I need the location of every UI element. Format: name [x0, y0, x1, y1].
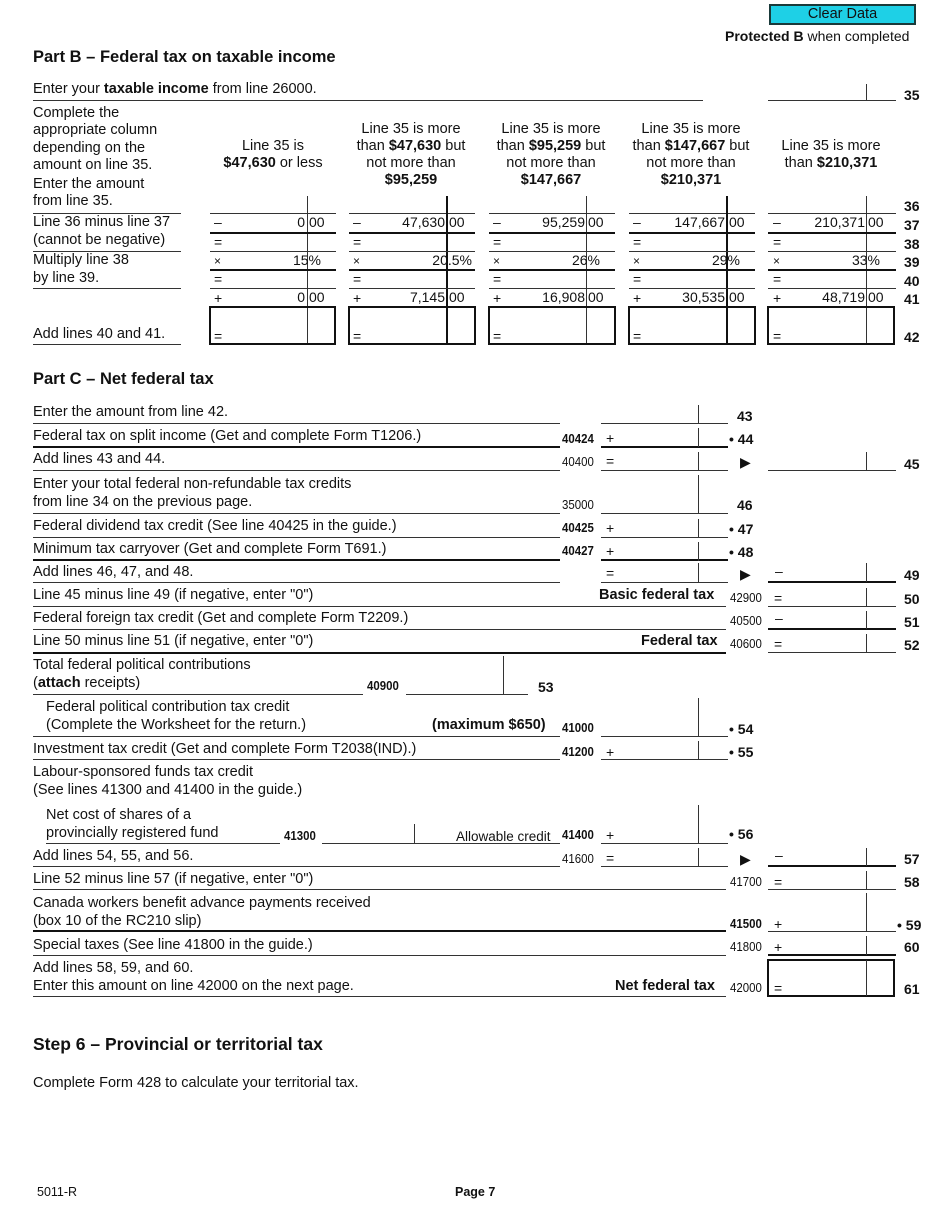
- equals-symbol: =: [493, 271, 502, 287]
- minus-symbol: –: [353, 214, 361, 230]
- col-header-line: $147,667: [520, 172, 582, 188]
- line51-minus: –: [775, 610, 783, 626]
- line-number-41: 41: [904, 291, 920, 307]
- line56-code: 41400: [562, 827, 594, 842]
- line51-input[interactable]: [788, 610, 864, 628]
- line-number-51: 51: [904, 614, 920, 630]
- line37-cents: 00: [729, 214, 745, 230]
- line-number-37: 37: [904, 217, 920, 233]
- line49-minus: –: [775, 563, 783, 579]
- line57-minus: –: [775, 847, 783, 863]
- line61-box[interactable]: [767, 959, 895, 997]
- protected-b-rest: when completed: [807, 28, 910, 44]
- line-number-35: 35: [904, 87, 920, 103]
- line49-input[interactable]: [788, 563, 864, 581]
- line-number-38: 38: [904, 236, 920, 252]
- line41-dollars: 30,535: [682, 289, 725, 305]
- allowable-credit-label: Allowable credit: [456, 829, 551, 844]
- line59-label-b: (box 10 of the RC210 slip): [33, 913, 202, 929]
- line40-input-col3[interactable]: [505, 270, 583, 288]
- line-number-42: 42: [904, 329, 920, 345]
- col1-header: [210, 138, 336, 172]
- line45-code: 40400: [562, 454, 594, 469]
- step6-text: Complete Form 428 to calculate your territorial tax.: [33, 1075, 359, 1091]
- line55-input[interactable]: [620, 741, 696, 759]
- line37-cents: 00: [449, 214, 465, 230]
- line38-input-col2[interactable]: [365, 233, 443, 251]
- line44-label: Federal tax on split income (Get and complete Form T1206.): [33, 428, 422, 444]
- equals-symbol: =: [773, 328, 782, 344]
- line57-equals: =: [606, 850, 615, 866]
- part-c-title: Part C – Net federal tax: [33, 370, 214, 388]
- equals-symbol: =: [633, 328, 642, 344]
- line-number-55: • 55: [729, 744, 754, 760]
- line40-input-col2[interactable]: [365, 270, 443, 288]
- line35-input[interactable]: [770, 82, 864, 100]
- line40-input-col4[interactable]: [645, 270, 723, 288]
- col3-header: [488, 121, 614, 189]
- line48-label: Minimum tax carryover (Get and complete Form T691.): [33, 541, 387, 557]
- line37-dollars: 147,667: [674, 214, 725, 230]
- plus-symbol: +: [214, 290, 223, 306]
- line61-label-a: Add lines 58, 59, and 60.: [33, 960, 194, 976]
- line35-pre: Enter your: [33, 81, 104, 97]
- times-symbol: ×: [633, 254, 641, 268]
- line52-label: Line 50 minus line 51 (if negative, enter "0"): [33, 633, 314, 649]
- line38-input-col4[interactable]: [645, 233, 723, 251]
- step6-title: Step 6 – Provincial or territorial tax: [33, 1034, 323, 1054]
- times-symbol: ×: [353, 254, 361, 268]
- line47-input[interactable]: [620, 519, 696, 537]
- line-number-61: 61: [904, 981, 920, 997]
- line37-dollars: 47,630: [402, 214, 445, 230]
- equals-symbol: =: [353, 271, 362, 287]
- line56-label-b: provincially registered fund: [46, 825, 219, 841]
- line55-code: 41200: [562, 744, 594, 759]
- minus-symbol: –: [633, 214, 641, 230]
- line-number-54: • 54: [729, 721, 754, 737]
- col-header-line: not more than: [646, 155, 736, 171]
- line37-dollars: 95,259: [542, 214, 585, 230]
- page-number: Page 7: [455, 1185, 496, 1199]
- clear-data-button[interactable]: Clear Data: [769, 4, 916, 25]
- form-id: 5011-R: [37, 1185, 78, 1199]
- col-header-line: than $95,259 but: [496, 138, 606, 154]
- line37-cents: 00: [868, 214, 884, 230]
- line42-box-col1[interactable]: [209, 306, 336, 345]
- instruction-line: Enter the amount: [33, 176, 145, 193]
- col-header-line: Line 35 is more: [781, 138, 881, 154]
- col-header-line: Line 35 is more: [641, 121, 741, 137]
- col-header-line: not more than: [506, 155, 596, 171]
- line60-input[interactable]: [788, 936, 864, 954]
- line-number-36: 36: [904, 198, 920, 214]
- line38-input-col3[interactable]: [505, 233, 583, 251]
- line-number-60: 60: [904, 939, 920, 955]
- row-label-39a: Multiply line 38: [33, 252, 129, 268]
- equals-symbol: =: [353, 234, 362, 250]
- net-federal-tax-label: Net federal tax: [615, 978, 715, 994]
- equals-symbol: =: [633, 271, 642, 287]
- line57-label: Add lines 54, 55, and 56.: [33, 848, 194, 864]
- line45-equals: =: [606, 453, 615, 469]
- line35-bold: taxable income: [103, 81, 209, 97]
- line53-code: 40900: [367, 678, 399, 693]
- line-number-50: 50: [904, 591, 920, 607]
- line-number-59: • 59: [897, 917, 922, 933]
- line48-input[interactable]: [620, 542, 696, 560]
- line59-code: 41500: [730, 916, 762, 931]
- protected-b-label: [725, 28, 909, 45]
- line39-rate: 33%: [851, 252, 880, 268]
- equals-symbol: =: [493, 234, 502, 250]
- line46-input[interactable]: [605, 495, 696, 513]
- line61-equals: =: [774, 980, 783, 996]
- line-number-53: 53: [538, 679, 554, 695]
- line59-input[interactable]: [788, 912, 864, 930]
- line41-cents: 00: [729, 289, 745, 305]
- minus-symbol: –: [773, 214, 781, 230]
- row-label-39b: by line 39.: [33, 270, 100, 286]
- line41-dollars: 7,145: [409, 289, 445, 305]
- line55-label: Investment tax credit (Get and complete Form T2038(IND).): [33, 741, 417, 757]
- minus-symbol: –: [214, 214, 222, 230]
- line47-code: 40425: [562, 520, 594, 535]
- line38-input-col1[interactable]: [226, 233, 304, 251]
- line61-code: 42000: [730, 980, 762, 995]
- line57-code: 41600: [562, 851, 594, 866]
- line42-box-col2[interactable]: [348, 306, 476, 345]
- line50-input[interactable]: [788, 588, 864, 606]
- col-header-line: than $210,371: [784, 155, 878, 171]
- col2-header: [348, 121, 474, 189]
- col-header-line: $47,630 or less: [223, 155, 323, 171]
- line-number-52: 52: [904, 637, 920, 653]
- arrow-right-icon: ▶: [740, 851, 751, 867]
- line54-input[interactable]: [605, 717, 696, 735]
- line59-label-a: Canada workers benefit advance payments received: [33, 895, 371, 911]
- line41-cents: 00: [309, 289, 325, 305]
- line49-label: Add lines 46, 47, and 48.: [33, 564, 194, 580]
- instruction-line: from line 35.: [33, 193, 113, 210]
- line45-input[interactable]: [770, 452, 864, 470]
- line49-left-input[interactable]: [620, 564, 696, 582]
- line38-input-col5[interactable]: [785, 233, 863, 251]
- line45-label: Add lines 43 and 44.: [33, 451, 166, 467]
- minus-symbol: –: [493, 214, 501, 230]
- col-header-line: Line 35 is: [241, 138, 305, 154]
- line53-label-a: Total federal political contributions: [33, 657, 251, 673]
- line41-dollars: 48,719: [822, 289, 865, 305]
- line46-label-b: from line 34 on the previous page.: [33, 494, 253, 510]
- line56-plus: +: [606, 827, 615, 843]
- plus-symbol: +: [353, 290, 362, 306]
- row-label-42: Add lines 40 and 41.: [33, 326, 166, 342]
- line52-code: 40600: [730, 636, 762, 651]
- line58-equals: =: [774, 874, 783, 890]
- arrow-right-icon: ▶: [740, 454, 751, 470]
- times-symbol: ×: [773, 254, 781, 268]
- times-symbol: ×: [493, 254, 501, 268]
- line39-rate: 26%: [571, 252, 600, 268]
- line41-dollars: 16,908: [542, 289, 585, 305]
- line41-cents: 00: [588, 289, 604, 305]
- line53-input[interactable]: [410, 675, 500, 693]
- line-number-43: 43: [737, 408, 753, 424]
- equals-symbol: =: [214, 234, 223, 250]
- labour-sponsored-label-a: Labour-sponsored funds tax credit: [33, 764, 254, 780]
- line-number-56: • 56: [729, 826, 754, 842]
- line42-box-col5[interactable]: [767, 306, 895, 345]
- line60-plus: +: [774, 939, 783, 955]
- plus-symbol: +: [493, 290, 502, 306]
- line47-plus: +: [606, 520, 615, 536]
- line61-label-b: Enter this amount on line 42000 on the next page.: [33, 978, 354, 994]
- line44-code: 40424: [562, 431, 594, 446]
- line48-plus: +: [606, 543, 615, 559]
- line-number-58: 58: [904, 874, 920, 890]
- line50-code: 42900: [730, 590, 762, 605]
- equals-symbol: =: [633, 234, 642, 250]
- line39-rate: 29%: [711, 252, 740, 268]
- line41-cents: 00: [449, 289, 465, 305]
- line56-label-a: Net cost of shares of a: [46, 807, 192, 823]
- equals-symbol: =: [214, 328, 223, 344]
- col-header-line: than $147,667 but: [632, 138, 750, 154]
- line51-code: 40500: [730, 613, 762, 628]
- line59-plus: +: [774, 916, 783, 932]
- paren-open: (: [33, 675, 38, 691]
- line54-label-a: Federal political contribution tax credit: [46, 699, 290, 715]
- times-symbol: ×: [214, 254, 222, 268]
- line-number-44: • 44: [729, 431, 754, 447]
- line-number-40: 40: [904, 273, 920, 289]
- protected-b-bold: Protected B: [725, 28, 804, 44]
- line37-cents: 00: [309, 214, 325, 230]
- line-number-45: 45: [904, 456, 920, 472]
- line55-plus: +: [606, 744, 615, 760]
- maximum-650-label: (maximum $650): [432, 717, 546, 733]
- col-header-line: $210,371: [660, 172, 722, 188]
- part-b-instructions: [33, 105, 157, 211]
- line-number-48: • 48: [729, 544, 754, 560]
- col-header-line: than $47,630 but: [356, 138, 466, 154]
- equals-symbol: =: [353, 328, 362, 344]
- line37-dollars: 210,371: [814, 214, 865, 230]
- line58-code: 41700: [730, 874, 762, 889]
- arrow-right-icon: ▶: [740, 566, 751, 582]
- line45-left-input[interactable]: [620, 452, 696, 470]
- line46-label-a: Enter your total federal non-refundable tax credits: [33, 476, 352, 492]
- line51-label: Federal foreign tax credit (Get and complete Form T2209.): [33, 610, 409, 626]
- line35-label: [33, 81, 317, 98]
- line-number-49: 49: [904, 567, 920, 583]
- col4-header: [626, 121, 756, 189]
- equals-symbol: =: [773, 271, 782, 287]
- part-b-title: Part B – Federal tax on taxable income: [33, 48, 336, 66]
- line44-plus: +: [606, 430, 615, 446]
- line50-label: Line 45 minus line 49 (if negative, enter "0"): [33, 587, 314, 603]
- line37-dollars: 0: [297, 214, 305, 230]
- line53-label-b: [33, 675, 140, 692]
- col5-header: [767, 138, 895, 172]
- line56-input[interactable]: [620, 824, 696, 842]
- row-label-37a: Line 36 minus line 37: [33, 214, 171, 230]
- receipts-text: receipts): [80, 675, 141, 691]
- line41300-input[interactable]: [326, 824, 412, 842]
- line-number-39: 39: [904, 254, 920, 270]
- line57-input[interactable]: [788, 847, 864, 865]
- line58-input[interactable]: [788, 871, 864, 889]
- equals-symbol: =: [214, 271, 223, 287]
- line47-label: Federal dividend tax credit (See line 40425 in the guide.): [33, 518, 397, 534]
- plus-symbol: +: [633, 290, 642, 306]
- line49-equals: =: [606, 565, 615, 581]
- line-number-57: 57: [904, 851, 920, 867]
- col-header-line: Line 35 is more: [361, 121, 461, 137]
- line43-label: Enter the amount from line 42.: [33, 404, 229, 420]
- line37-cents: 00: [588, 214, 604, 230]
- line46-code: 35000: [562, 497, 594, 512]
- line43-input[interactable]: [612, 404, 696, 422]
- instruction-line: appropriate column: [33, 122, 158, 139]
- line41-dollars: 0: [297, 289, 305, 305]
- line-number-46: 46: [737, 497, 753, 513]
- col-header-line: not more than: [366, 155, 456, 171]
- line35-post: from line 26000.: [208, 81, 317, 97]
- line40-input-col1[interactable]: [226, 270, 304, 288]
- col-header-line: Line 35 is more: [501, 121, 601, 137]
- line52-equals: =: [774, 636, 783, 652]
- line48-code: 40427: [562, 543, 594, 558]
- line39-rate: 20.5%: [432, 252, 472, 268]
- line42-box-col3[interactable]: [488, 306, 616, 345]
- line40-input-col5[interactable]: [785, 270, 863, 288]
- line52-input[interactable]: [788, 634, 864, 652]
- line58-label: Line 52 minus line 57 (if negative, enter "0"): [33, 871, 314, 887]
- basic-federal-tax-label: Basic federal tax: [599, 587, 715, 603]
- line41300-code: 41300: [284, 828, 316, 843]
- col-header-line: $95,259: [384, 172, 438, 188]
- federal-tax-label: Federal tax: [641, 633, 718, 649]
- instruction-line: depending on the: [33, 139, 146, 156]
- line60-label: Special taxes (See line 41800 in the guide.): [33, 937, 313, 953]
- labour-sponsored-label-b: (See lines 41300 and 41400 in the guide.): [33, 782, 303, 798]
- line-number-47: • 47: [729, 521, 754, 537]
- attach-bold: attach: [37, 675, 81, 691]
- line57-left-input[interactable]: [620, 848, 696, 866]
- line54-label-b: (Complete the Worksheet for the return.): [46, 717, 307, 733]
- line42-box-col4[interactable]: [628, 306, 756, 345]
- line44-input[interactable]: [620, 428, 696, 446]
- line41-cents: 00: [868, 289, 884, 305]
- plus-symbol: +: [773, 290, 782, 306]
- line39-rate: 15%: [292, 252, 321, 268]
- line54-code: 41000: [562, 720, 594, 735]
- equals-symbol: =: [493, 328, 502, 344]
- instruction-line: amount on line 35.: [33, 156, 153, 173]
- equals-symbol: =: [773, 234, 782, 250]
- line60-code: 41800: [730, 939, 762, 954]
- row-label-37b: (cannot be negative): [33, 232, 166, 248]
- instruction-line: Complete the: [33, 105, 120, 121]
- line50-equals: =: [774, 590, 783, 606]
